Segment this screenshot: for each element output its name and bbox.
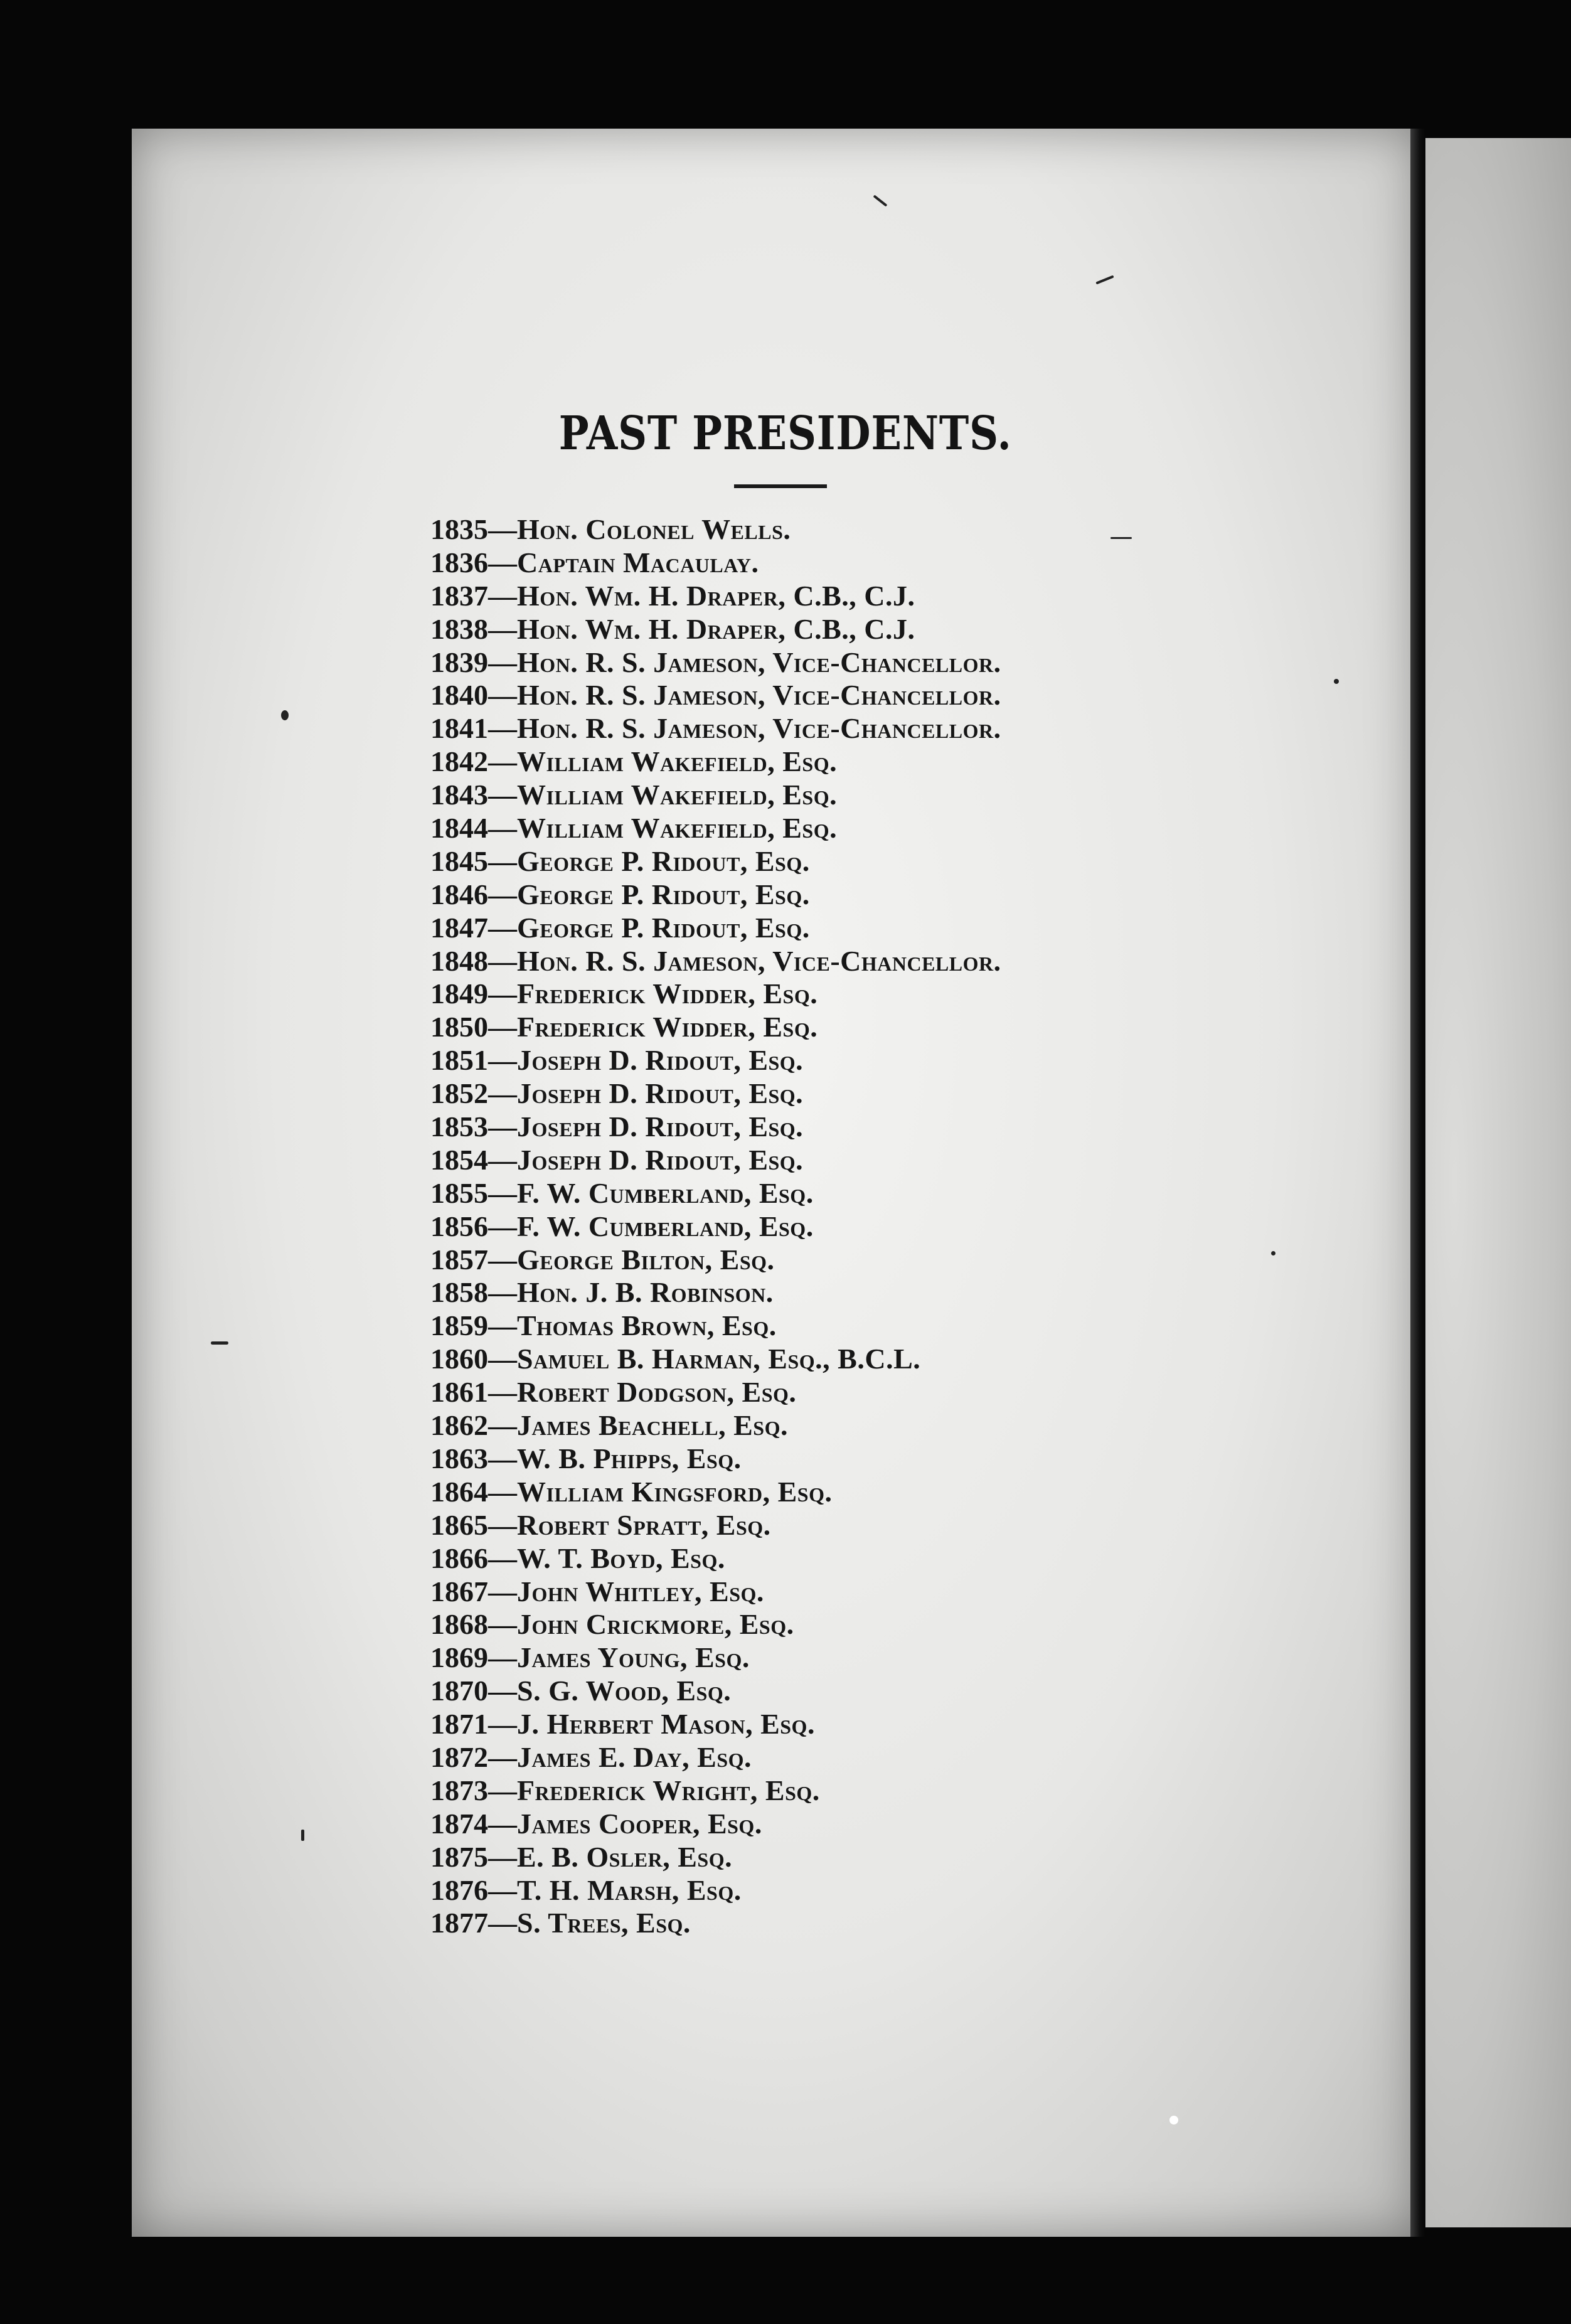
entry-year: 1847 [430, 911, 488, 944]
entry-dash: — [488, 1210, 517, 1242]
scan-speck [301, 1830, 304, 1841]
entry-dash: — [488, 513, 517, 545]
entry-name: Joseph D. Ridout, Esq. [517, 1077, 804, 1110]
entry-name: Robert Spratt, Esq. [517, 1508, 771, 1541]
entry-year: 1845 [430, 845, 488, 877]
entry-dash: — [488, 1077, 517, 1110]
entry-year: 1836 [430, 546, 488, 578]
entry-year: 1876 [430, 1874, 488, 1906]
president-entry [430, 1808, 1001, 1841]
entry-dash: — [488, 546, 517, 578]
entry-name: George Bilton, Esq. [517, 1243, 775, 1276]
entry-name: Hon. R. S. Jameson, Vice-Chancellor. [517, 944, 1001, 977]
entry-dash: — [488, 1907, 517, 1939]
page-title: PAST PRESIDENTS. [558, 407, 1012, 461]
entry-dash: — [488, 878, 517, 910]
president-entry [430, 1044, 1001, 1077]
entry-year: 1856 [430, 1210, 488, 1242]
president-entry [430, 1343, 1001, 1376]
entry-dash: — [488, 911, 517, 944]
entry-name: Joseph D. Ridout, Esq. [517, 1044, 804, 1077]
entry-name: John Whitley, Esq. [517, 1575, 764, 1607]
entry-name: George P. Ridout, Esq. [517, 845, 810, 877]
president-entry [430, 1741, 1001, 1774]
entry-name: Hon. Wm. H. Draper, C.B., C.J. [517, 579, 915, 612]
entry-dash: — [488, 978, 517, 1010]
president-entry [430, 546, 1001, 580]
president-entry [430, 1708, 1001, 1741]
entry-dash: — [488, 745, 517, 778]
entry-name: S. G. Wood, Esq. [517, 1675, 732, 1707]
entry-year: 1867 [430, 1575, 488, 1607]
entry-dash: — [488, 1011, 517, 1043]
entry-year: 1843 [430, 779, 488, 811]
president-entry [430, 812, 1001, 845]
entry-year: 1840 [430, 679, 488, 712]
entry-dash: — [488, 1608, 517, 1641]
entry-year: 1877 [430, 1907, 488, 1939]
entry-name: Hon. Colonel Wells. [517, 513, 791, 545]
entry-dash: — [488, 1575, 517, 1607]
entry-dash: — [488, 779, 517, 811]
president-entry [430, 513, 1001, 546]
entry-name: Frederick Widder, Esq. [517, 978, 818, 1010]
entry-year: 1837 [430, 579, 488, 612]
entry-dash: — [488, 1840, 517, 1873]
presidents-list [430, 513, 1001, 1940]
entry-name: Robert Dodgson, Esq. [517, 1376, 797, 1409]
entry-dash: — [488, 1442, 517, 1474]
president-entry [430, 745, 1001, 779]
entry-year: 1875 [430, 1840, 488, 1873]
entry-name: Thomas Brown, Esq. [517, 1309, 777, 1342]
entry-year: 1859 [430, 1309, 488, 1342]
entry-name: J. Herbert Mason, Esq. [517, 1708, 815, 1740]
entry-dash: — [488, 1708, 517, 1740]
entry-dash: — [488, 1740, 517, 1773]
entry-year: 1851 [430, 1044, 488, 1077]
entry-dash: — [488, 1542, 517, 1574]
president-entry [430, 1409, 1001, 1442]
entry-name: Hon. Wm. H. Draper, C.B., C.J. [517, 612, 915, 645]
entry-name: James Cooper, Esq. [517, 1807, 762, 1840]
scan-speck [211, 1341, 228, 1345]
entry-year: 1844 [430, 812, 488, 845]
president-entry [430, 1841, 1001, 1874]
president-entry [430, 646, 1001, 680]
entry-year: 1842 [430, 745, 488, 778]
entry-name: Frederick Wright, Esq. [517, 1774, 820, 1806]
scan-speck [1169, 2116, 1178, 2124]
president-entry [430, 580, 1001, 613]
president-entry [430, 1077, 1001, 1111]
entry-dash: — [488, 1111, 517, 1143]
entry-year: 1873 [430, 1774, 488, 1806]
entry-year: 1869 [430, 1641, 488, 1674]
president-entry [430, 1376, 1001, 1409]
entry-dash: — [488, 1309, 517, 1342]
entry-year: 1854 [430, 1143, 488, 1176]
entry-year: 1841 [430, 712, 488, 745]
president-entry [430, 945, 1001, 978]
entry-name: S. Trees, Esq. [517, 1907, 691, 1939]
scan-speck [1334, 679, 1339, 684]
entry-name: Frederick Widder, Esq. [517, 1011, 818, 1043]
entry-name: W. T. Boyd, Esq. [517, 1542, 725, 1574]
entry-dash: — [488, 712, 517, 745]
entry-name: George P. Ridout, Esq. [517, 911, 810, 944]
entry-dash: — [488, 1675, 517, 1707]
entry-dash: — [488, 1376, 517, 1409]
entry-dash: — [488, 1409, 517, 1442]
president-entry [430, 1442, 1001, 1476]
entry-name: George P. Ridout, Esq. [517, 878, 810, 910]
president-entry [430, 1509, 1001, 1542]
president-entry [430, 1608, 1001, 1641]
entry-name: James E. Day, Esq. [517, 1740, 752, 1773]
entry-dash: — [488, 845, 517, 877]
entry-name: James Beachell, Esq. [517, 1409, 788, 1442]
president-entry [430, 1774, 1001, 1808]
entry-year: 1852 [430, 1077, 488, 1110]
entry-name: Hon. J. B. Robinson. [517, 1276, 774, 1309]
entry-year: 1866 [430, 1542, 488, 1574]
entry-name: T. H. Marsh, Esq. [517, 1874, 742, 1906]
entry-year: 1849 [430, 978, 488, 1010]
entry-dash: — [488, 579, 517, 612]
entry-name: Hon. R. S. Jameson, Vice-Chancellor. [517, 712, 1001, 745]
entry-name: Samuel B. Harman, Esq., B.C.L. [517, 1343, 921, 1375]
president-entry [430, 1177, 1001, 1210]
entry-name: Hon. R. S. Jameson, Vice-Chancellor. [517, 679, 1001, 712]
entry-year: 1861 [430, 1376, 488, 1409]
president-entry [430, 1476, 1001, 1509]
president-entry [430, 1244, 1001, 1277]
president-entry [430, 1276, 1001, 1309]
president-entry [430, 845, 1001, 878]
entry-name: William Wakefield, Esq. [517, 812, 838, 845]
entry-dash: — [488, 1143, 517, 1176]
entry-name: Joseph D. Ridout, Esq. [517, 1111, 804, 1143]
entry-name: Hon. R. S. Jameson, Vice-Chancellor. [517, 646, 1001, 678]
entry-year: 1850 [430, 1011, 488, 1043]
president-entry [430, 712, 1001, 745]
president-entry [430, 978, 1001, 1011]
president-entry [430, 679, 1001, 712]
entry-dash: — [488, 612, 517, 645]
entry-name: John Crickmore, Esq. [517, 1608, 794, 1641]
president-entry [430, 1144, 1001, 1177]
entry-name: W. B. Phipps, Esq. [517, 1442, 742, 1474]
entry-year: 1874 [430, 1807, 488, 1840]
entry-dash: — [488, 1176, 517, 1209]
entry-year: 1839 [430, 646, 488, 678]
entry-name: Captain Macaulay. [517, 546, 759, 578]
president-entry [430, 1874, 1001, 1907]
president-entry [430, 1011, 1001, 1044]
entry-year: 1853 [430, 1111, 488, 1143]
entry-dash: — [488, 1243, 517, 1276]
entry-dash: — [488, 1475, 517, 1508]
entry-year: 1838 [430, 612, 488, 645]
entry-dash: — [488, 1044, 517, 1077]
entry-name: James Young, Esq. [517, 1641, 750, 1674]
entry-year: 1860 [430, 1343, 488, 1375]
entry-dash: — [488, 1641, 517, 1674]
entry-year: 1862 [430, 1409, 488, 1442]
entry-name: William Wakefield, Esq. [517, 779, 838, 811]
entry-year: 1835 [430, 513, 488, 545]
entry-dash: — [488, 1276, 517, 1309]
entry-dash: — [488, 1774, 517, 1806]
entry-year: 1863 [430, 1442, 488, 1474]
entry-year: 1865 [430, 1508, 488, 1541]
entry-year: 1864 [430, 1475, 488, 1508]
entry-dash: — [488, 812, 517, 845]
scan-speck [1110, 537, 1132, 539]
entry-name: William Wakefield, Esq. [517, 745, 838, 778]
president-entry [430, 878, 1001, 912]
entry-dash: — [488, 944, 517, 977]
president-entry [430, 1542, 1001, 1575]
president-entry [430, 1675, 1001, 1708]
president-entry [430, 613, 1001, 646]
entry-name: Joseph D. Ridout, Esq. [517, 1143, 804, 1176]
entry-year: 1872 [430, 1740, 488, 1773]
entry-year: 1855 [430, 1176, 488, 1209]
entry-dash: — [488, 1874, 517, 1906]
entry-dash: — [488, 1807, 517, 1840]
entry-name: William Kingsford, Esq. [517, 1475, 833, 1508]
president-entry [430, 1111, 1001, 1144]
scan-speck [281, 710, 289, 720]
entry-dash: — [488, 646, 517, 678]
entry-name: F. W. Cumberland, Esq. [517, 1176, 814, 1209]
president-entry [430, 1907, 1001, 1940]
entry-year: 1848 [430, 944, 488, 977]
entry-year: 1857 [430, 1243, 488, 1276]
president-entry [430, 1309, 1001, 1343]
president-entry [430, 1575, 1001, 1609]
president-entry [430, 1210, 1001, 1244]
scan-speck [1271, 1251, 1275, 1255]
entry-year: 1846 [430, 878, 488, 910]
entry-dash: — [488, 1343, 517, 1375]
entry-year: 1870 [430, 1675, 488, 1707]
president-entry [430, 1641, 1001, 1675]
entry-dash: — [488, 1508, 517, 1541]
entry-year: 1871 [430, 1708, 488, 1740]
entry-dash: — [488, 679, 517, 712]
president-entry [430, 912, 1001, 945]
entry-name: E. B. Osler, Esq. [517, 1840, 733, 1873]
title-rule [734, 484, 827, 488]
president-entry [430, 779, 1001, 812]
entry-year: 1858 [430, 1276, 488, 1309]
entry-year: 1868 [430, 1608, 488, 1641]
entry-name: F. W. Cumberland, Esq. [517, 1210, 814, 1242]
